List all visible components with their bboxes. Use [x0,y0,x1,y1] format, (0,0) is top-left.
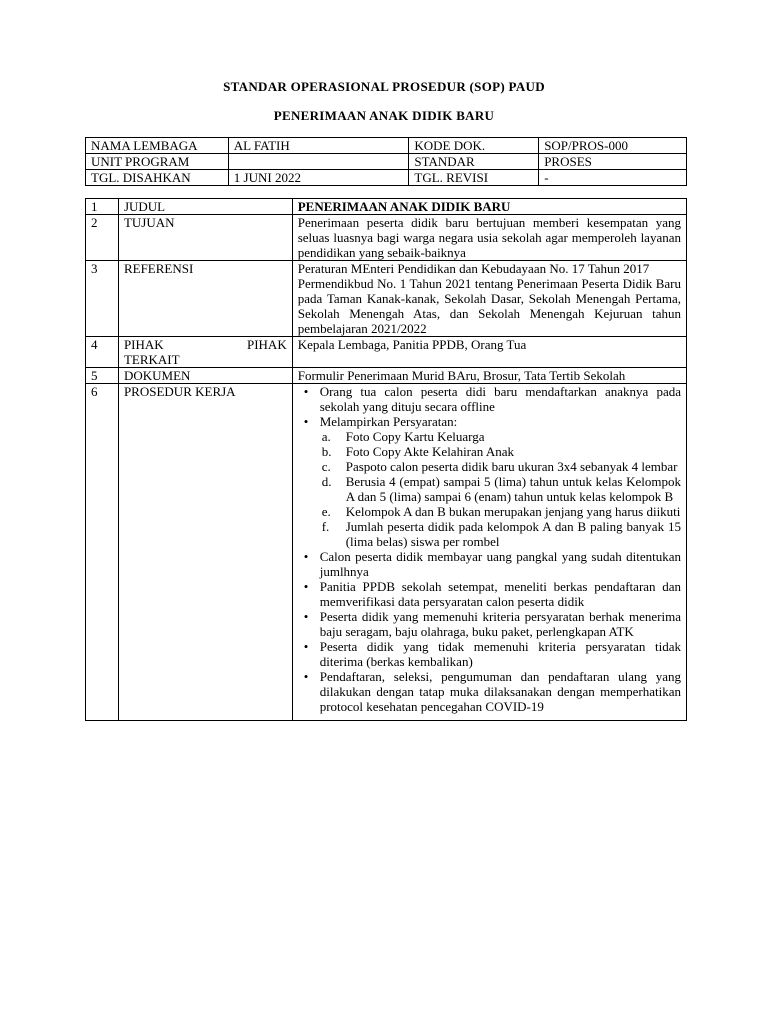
requirement-text: Berusia 4 (empat) sampai 5 (lima) tahun untuk kelas Kelompok A dan 5 (lima) sampai 6 (enam) tahun untuk kelas kelompok B [345,474,681,504]
row-number: 1 [86,199,119,215]
table-row [86,154,687,170]
table-row [86,170,687,186]
info-value-tgl-disahkan: 1 JUNI 2022 [228,170,409,186]
row-number: 2 [86,215,119,261]
info-table [85,137,687,186]
requirement-text: Paspoto calon peserta didik baru ukuran 3x4 sebanyak 4 lembar [345,459,678,474]
table-row [86,215,687,261]
reference-item: Peraturan MEnteri Pendidikan dan Kebudayaan No. 17 Tahun 2017 [297,261,650,276]
procedure-step: • Panitia PPDB sekolah setempat, meneliti berkas pendaftaran dan memverifikasi data persyaratan calon peserta didik [320,579,681,609]
table-row [86,368,687,384]
requirement-item [321,504,681,519]
row-label-prosedur-kerja: PROSEDUR KERJA [118,384,292,721]
info-label-tgl-revisi: TGL. REVISI [409,170,539,186]
requirement-text: Foto Copy Kartu Keluarga [345,429,485,444]
requirement-marker: a. [321,429,331,444]
requirement-item [321,474,681,504]
sop-table [85,198,687,721]
table-row [86,138,687,154]
info-value-nama-lembaga: AL FATIH [228,138,409,154]
row-content-tujuan: Penerimaan peserta didik baru bertujuan memberi kesempatan yang seluas luasnya bagi warga negara usia sekolah agar memperoleh layanan pendidikan yang sebaik-baiknya [292,215,686,261]
info-value-kode-dok: SOP/PROS-000 [539,138,687,154]
row-content-referensi [292,261,686,337]
procedure-step: • Pendaftaran, seleksi, pengumuman dan pendaftaran ulang yang dilakukan dengan tatap muka dilaksanakan dengan memperhatikan protocol kesehatan pencegahan COVID-19 [320,669,681,714]
row-label-referensi: REFERENSI [118,261,292,337]
requirement-item [321,444,681,459]
table-row [86,384,687,721]
requirement-text: Foto Copy Akte Kelahiran Anak [345,444,514,459]
table-row [86,199,687,215]
info-label-nama-lembaga: NAMA LEMBAGA [86,138,229,154]
requirement-text: Jumlah peserta didik pada kelompok A dan B paling banyak 15 (lima belas) siswa per rombel [345,519,681,549]
label-word: PIHAK [123,337,164,352]
row-number: 4 [86,337,119,368]
info-label-standar: STANDAR [409,154,539,170]
requirements-list [320,429,681,549]
table-row [86,261,687,337]
requirement-marker: c. [321,459,331,474]
procedure-step: • Orang tua calon peserta didi baru mendaftarkan anaknya pada sekolah yang dituju secara offline [320,384,681,414]
requirement-item [321,519,681,549]
row-content-dokumen: Formulir Penerimaan Murid BAru, Brosur, Tata Tertib Sekolah [292,368,686,384]
row-content-prosedur-kerja [292,384,686,721]
requirement-text: Kelompok A dan B bukan merupakan jenjang yang harus diikuti [345,504,681,519]
procedure-step: • Peserta didik yang tidak memenuhi kriteria persyaratan tidak diterima (berkas kembalikan) [320,639,681,669]
row-label-judul: JUDUL [118,199,292,215]
label-line [124,337,287,352]
procedure-step [320,414,681,549]
row-number: 3 [86,261,119,337]
requirement-marker: e. [321,504,331,519]
row-content-judul: PENERIMAAN ANAK DIDIK BARU [292,199,686,215]
info-value-unit-program [228,154,409,170]
label-word: PIHAK [246,337,287,352]
info-label-unit-program: UNIT PROGRAM [86,154,229,170]
requirement-item [321,429,681,444]
info-value-standar: PROSES [539,154,687,170]
info-label-kode-dok: KODE DOK. [409,138,539,154]
document-title: STANDAR OPERASIONAL PROSEDUR (SOP) PAUD [223,79,545,94]
row-label-tujuan: TUJUAN [118,215,292,261]
procedure-step: • Peserta didik yang memenuhi kriteria persyaratan berhak menerima baju seragam, baju olahraga, buku paket, perlengkapan ATK [320,609,681,639]
table-row [86,337,687,368]
row-content-pihak-terkait: Kepala Lembaga, Panitia PPDB, Orang Tua [292,337,686,368]
requirement-marker: d. [321,474,332,489]
row-label-dokumen: DOKUMEN [118,368,292,384]
label-word: TERKAIT [123,352,180,367]
info-label-tgl-disahkan: TGL. DISAHKAN [86,170,229,186]
requirement-item [321,459,681,474]
row-number: 6 [86,384,119,721]
requirement-marker: f. [321,519,330,534]
document-subtitle: PENERIMAAN ANAK DIDIK BARU [273,108,495,123]
procedure-step-text: • Melampirkan Persyaratan: [319,414,458,429]
procedure-list [298,384,681,714]
requirement-marker: b. [321,444,332,459]
info-value-tgl-revisi: - [539,170,687,186]
reference-item: Permendikbud No. 1 Tahun 2021 tentang Penerimaan Peserta Didik Baru pada Taman Kanak-kanak, Sekolah Dasar, Sekolah Menengah Pertama, Sekolah Menengah Atas, dan Sekolah Menengah Kejuruan tahun pembelajaran 2021/2022 [297,276,681,336]
procedure-step: • Calon peserta didik membayar uang pangkal yang sudah ditentukan jumlhnya [320,549,681,579]
row-label-pihak-terkait [118,337,292,368]
row-number: 5 [86,368,119,384]
